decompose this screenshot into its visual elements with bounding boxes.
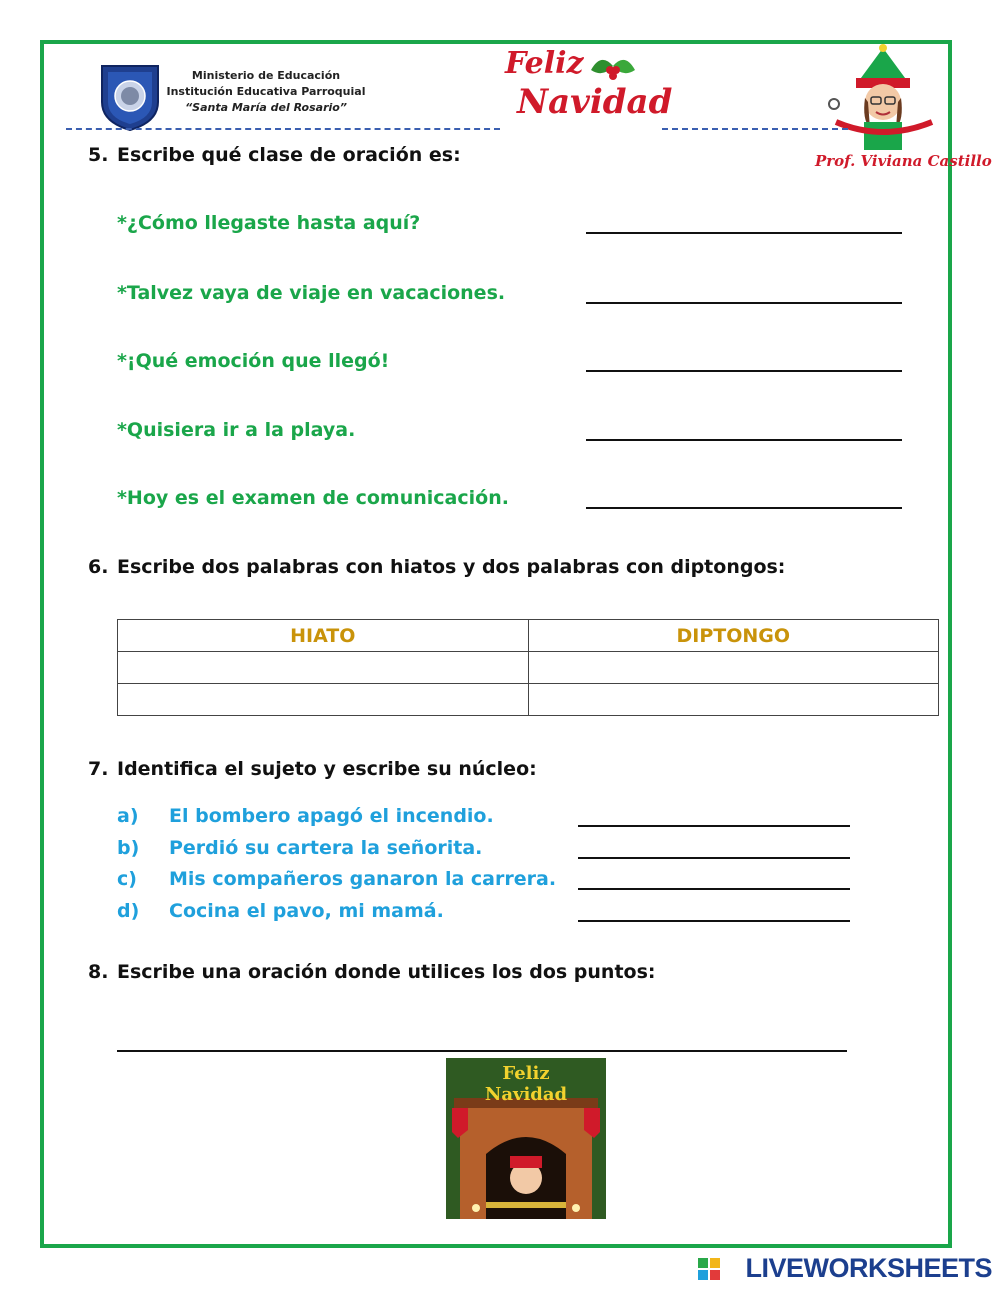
header-line-1: Ministerio de Educación <box>191 69 341 82</box>
q7-number: 7. <box>88 758 109 780</box>
header-line-3: “Santa María del Rosario” <box>185 101 347 114</box>
col-header-diptongo: DIPTONGO <box>528 620 939 652</box>
header-divider-right <box>662 128 848 130</box>
q5-item-2: *Talvez vaya de viaje en vacaciones. <box>117 282 506 304</box>
fireplace-title-2: Navidad <box>484 1084 568 1105</box>
answer-line[interactable] <box>578 825 850 827</box>
q7-item-d-letter: d) <box>117 900 140 922</box>
hiato-diptongo-table <box>117 619 939 716</box>
q5-item-3: *¡Qué emoción que llegó! <box>117 350 390 372</box>
col-header-hiato: HIATO <box>118 620 529 652</box>
answer-line[interactable] <box>578 888 850 890</box>
liveworksheets-brand: LIVEWORKSHEETS <box>745 1253 992 1283</box>
q7-item-c-text: Mis compañeros ganaron la carrera. <box>169 868 557 890</box>
q8-prompt: Escribe una oración donde utilices los dos puntos: <box>117 961 656 983</box>
q7-item-a-text: El bombero apagó el incendio. <box>169 805 494 827</box>
holly-icon <box>583 48 643 88</box>
answer-line[interactable] <box>117 1050 847 1052</box>
table-cell-input[interactable] <box>118 684 529 716</box>
answer-line[interactable] <box>586 302 902 304</box>
feliz-navidad-logo <box>503 46 673 132</box>
q5-item-1: *¿Cómo llegaste hasta aquí? <box>117 212 421 234</box>
q6-number: 6. <box>88 556 109 578</box>
answer-line[interactable] <box>586 370 902 372</box>
answer-line[interactable] <box>586 507 902 509</box>
teacher-elf-avatar <box>828 42 938 152</box>
table-header-row <box>118 620 939 652</box>
table-cell-input[interactable] <box>528 684 939 716</box>
table-cell-input[interactable] <box>118 652 529 684</box>
table-row <box>118 652 939 684</box>
table-row <box>118 684 939 716</box>
table-cell-input[interactable] <box>528 652 939 684</box>
christmas-fireplace-image <box>446 1058 606 1219</box>
header-institution <box>166 68 366 116</box>
fireplace-title-1: Feliz <box>502 1063 550 1084</box>
q7-item-b-text: Perdió su cartera la señorita. <box>169 837 483 859</box>
teacher-name: Prof. Viviana Castillo <box>815 152 992 170</box>
answer-line[interactable] <box>586 232 902 234</box>
q7-item-c-letter: c) <box>117 868 137 890</box>
school-crest-icon <box>98 62 162 132</box>
answer-line[interactable] <box>578 920 850 922</box>
liveworksheets-logo-icon <box>698 1258 720 1280</box>
logo-title-1: Feliz <box>505 46 584 81</box>
q6-prompt: Escribe dos palabras con hiatos y dos palabras con diptongos: <box>117 556 786 578</box>
q7-item-a-letter: a) <box>117 805 139 827</box>
q5-number: 5. <box>88 144 109 166</box>
header-line-2: Institución Educativa Parroquial <box>166 85 366 98</box>
q5-item-4: *Quisiera ir a la playa. <box>117 419 356 441</box>
answer-line[interactable] <box>578 857 850 859</box>
q8-number: 8. <box>88 961 109 983</box>
q7-item-d-text: Cocina el pavo, mi mamá. <box>169 900 444 922</box>
q5-prompt: Escribe qué clase de oración es: <box>117 144 461 166</box>
q7-prompt: Identifica el sujeto y escribe su núcleo: <box>117 758 537 780</box>
q7-item-b-letter: b) <box>117 837 140 859</box>
logo-title-2: Navidad <box>517 82 673 122</box>
q5-item-5: *Hoy es el examen de comunicación. <box>117 487 509 509</box>
header-divider-left <box>66 128 500 130</box>
answer-line[interactable] <box>586 439 902 441</box>
